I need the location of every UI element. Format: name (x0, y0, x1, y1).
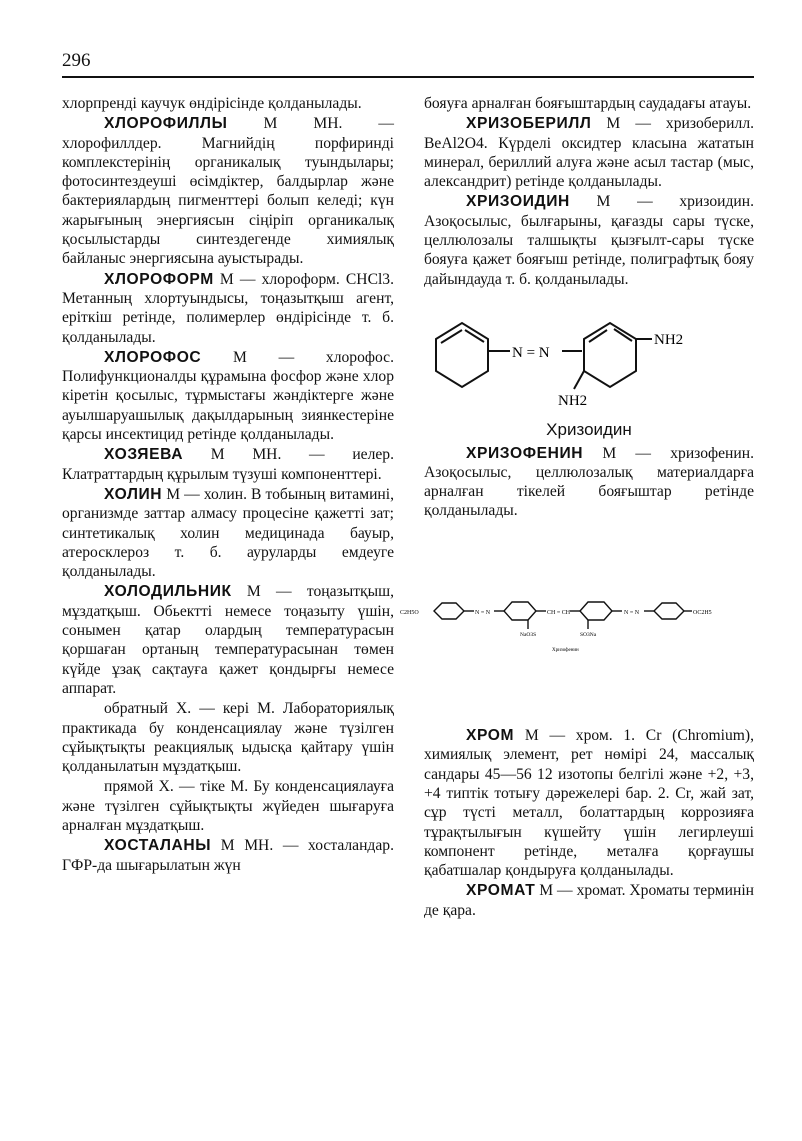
dictionary-entry: ХЛОРОФОС М — хлорофос. Полифункционалды құрамына фосфор және хлор кіретін қосылыс, тұрмыстағы жәндіктерге және ауылшаруашылық дақылдарының зиянкестеріне қарсы инсектицид ретінде қолданылады. (62, 348, 394, 444)
double-bond (589, 330, 607, 342)
benzene-ring (580, 602, 612, 620)
ethoxy-group-label: C2H5O (400, 609, 419, 616)
dictionary-entry: ХРИЗОБЕРИЛЛ М — хризоберилл. BeAl2O4. Күрделі оксидтер класына жататын минерал, бериллий алуға және асыл тастар (мыс, александрит) ретінде қолданылады. (424, 115, 754, 191)
dictionary-entry: ХРИЗОФЕНИН М — хризофенин. Азоқосылыс, целлюлозалық материалдарға арналған тікелей бояғыштар ретінде қолданылады. (424, 444, 754, 520)
dictionary-entry: ХЛОРОФОРМ М — хлороформ. CHCl3. Метанның хлортуындысы, тоңазытқыш агент, еріткіш ретінде, полимерлер өндірісінде т. б. қолданылады. (62, 270, 394, 346)
benzene-ring-right (584, 323, 636, 387)
dictionary-entry: ХЛОРОФИЛЛЫ М МН. — хлорофиллдер. Магнийдің порфиринді комплекстерінің органикалық туындылары; фотосинтездеуші өсімдіктер, балдырлар және бактериялардың пигменттері болып келеді; күн жарығының энергиясын сіңіріп органикалық қосылыстарды синтездегенде химиялық байланыс энергиясына ауыстырады. (62, 115, 394, 268)
azo-group-label: N = N (475, 609, 491, 616)
chrysoidine-structure-figure (424, 295, 754, 440)
header-rule (62, 76, 754, 78)
benzene-ring-left (436, 323, 488, 387)
benzene-ring (654, 603, 684, 619)
dictionary-entry: ХОСТАЛАНЫ М МН. — хосталандар. ГФР-да шығарылатын жүн (62, 837, 394, 874)
amino-group-label: NH2 (654, 331, 684, 348)
entry-headword: ХРИЗОИДИН (466, 193, 570, 211)
entry-headword: ХОЛИН (104, 485, 163, 503)
entry-headword: ХЛОРОФОС (104, 348, 202, 366)
dictionary-entry: ХРОМ М — хром. 1. Cr (Chromium), химиялық элемент, рет нөмірі 24, массалық сандары 45—56 12 изотопы белгілі және +2, +3, +4 типтік тотығу дәрежелері бар. 2. Cr, жай зат, сұр түсті металл, болаттардың коррозияға тұрақтылығын күшейту үшін легирлеуші компонент ретінде, металға қорғаушы қабатшалар қондыруға қолданылады. (424, 727, 754, 880)
entry-headword: ХЛОРОФИЛЛЫ (104, 115, 228, 133)
azo-group-label: N = N (512, 344, 550, 361)
left-column (62, 94, 394, 875)
dictionary-subentry: прямой Х. — тіке М. Бу конденсациялауға және түзілген сұйықтықты жүйеден шығаруға арналған мұздатқыш. (62, 778, 394, 834)
entry-headword: ХОЗЯЕВА (104, 446, 184, 464)
sulfonate-group-label: NaO3S (520, 631, 537, 638)
entry-headword: ХРОМАТ (466, 882, 536, 900)
figure-caption: Хризофенин (552, 647, 579, 653)
dictionary-subentry: обратный Х. — кері М. Лабораториялық практикада бу конденсациялау және түзілген сұйықтықты реакциялық ыдысқа қайтару үшін қолданылатын мұздатқыш. (62, 700, 394, 776)
dictionary-entry: хлорпренді каучук өндірісінде қолданылады. (62, 95, 362, 112)
entry-headword: ХОЛОДИЛЬНИК (104, 583, 232, 601)
dictionary-entry: ХОЗЯЕВА М МН. — иелер. Клатраттардың құрылым түзуші компоненттері. (62, 446, 394, 483)
dictionary-entry: ХРОМАТ М — хромат. Хроматы терминін де қара. (424, 882, 754, 919)
dictionary-entry: бояуға арналған бояғыштардың саудадағы атауы. (424, 95, 752, 112)
azo-group-label: N = N (624, 609, 640, 616)
ethoxy-group-label: OC2H5 (693, 609, 712, 616)
right-column (400, 94, 754, 920)
entry-headword: ХРИЗОФЕНИН (466, 444, 584, 462)
entry-headword: ХРОМ (466, 727, 515, 745)
dictionary-entry: ХОЛИН М — холин. В тобының витамині, организмде заттар алмасу процесіне қажетті зат; синтетикалық холин медицинада бауыр, атеросклероз т. б. ауруларды емдеуге қолданылады. (62, 485, 394, 581)
double-bond (441, 330, 462, 343)
vinylene-group-label: CH = CH (547, 609, 571, 616)
entry-headword: ХЛОРОФОРМ (104, 270, 214, 288)
chrysophenine-structure-figure (400, 589, 754, 672)
chrysophenine-structure-diagram (400, 589, 746, 667)
chrysoidine-structure-diagram (424, 295, 754, 413)
figure-caption: Хризоидин (546, 420, 632, 440)
entry-headword: ХОСТАЛАНЫ (104, 837, 212, 855)
page-number: 296 (62, 50, 91, 71)
sulfonate-group-label: SO3Na (580, 631, 597, 638)
benzene-ring (434, 603, 464, 619)
entry-headword: ХРИЗОБЕРИЛЛ (466, 115, 592, 133)
dictionary-entry: ХОЛОДИЛЬНИК М — тоңазытқыш, мұздатқыш. Обьектті немесе тоңазыту үшін, сонымен қатар олардың температурасын қоршаған ортаның температурасынан төмен күйде ұзақ сақтауға қажет қондырғы немесе аппарат. (62, 583, 394, 697)
benzene-ring (504, 602, 536, 620)
dictionary-entry: ХРИЗОИДИН М — хризоидин. Азоқосылыс, былғарыны, қағазды сары түске, целлюлозалы талшықты қызғылт-сары түске бояуға қажет бояғыш ретінде, полиграфтық бояу дайындауда т. б. қолданылады. (424, 193, 754, 288)
amino-group-label: NH2 (558, 392, 588, 409)
